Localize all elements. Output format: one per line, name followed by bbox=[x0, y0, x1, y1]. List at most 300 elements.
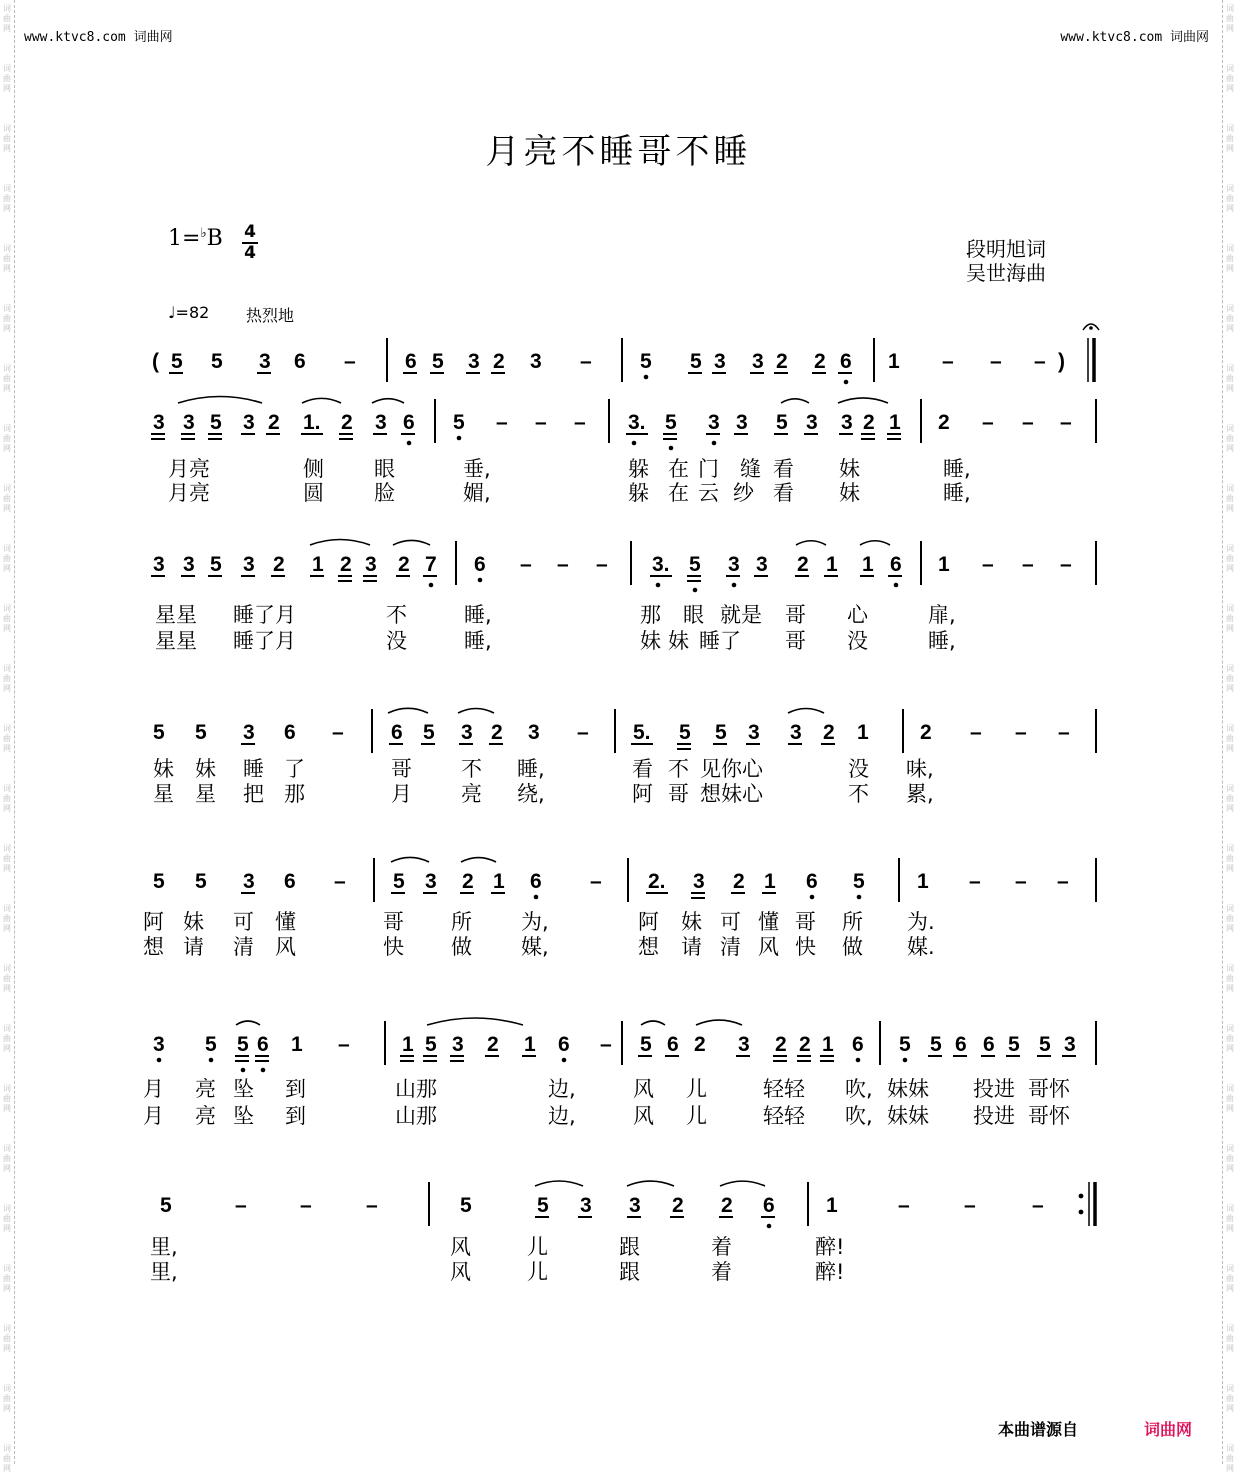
lyric-word: 可 bbox=[720, 910, 741, 934]
note: 2 bbox=[268, 411, 280, 434]
note: 5 bbox=[205, 1033, 217, 1056]
note: 3 bbox=[629, 1194, 641, 1217]
octave-dot bbox=[894, 583, 899, 588]
dash-sustain: – bbox=[332, 721, 344, 744]
watermark-glyph: 词 曲 网 bbox=[3, 4, 11, 33]
note: 1 bbox=[826, 553, 838, 576]
slur bbox=[535, 1181, 583, 1186]
octave-dot bbox=[157, 1058, 162, 1063]
note: 5 bbox=[153, 870, 165, 893]
lyric-word: 看 bbox=[773, 481, 794, 505]
lyric-word: 边, bbox=[548, 1104, 576, 1128]
footer-source-text: 本曲谱源自 bbox=[998, 1420, 1079, 1439]
watermark-glyph: 词 曲 网 bbox=[1226, 424, 1234, 453]
lyric-word: 快 bbox=[795, 935, 816, 959]
lyric-word: 哥 bbox=[785, 603, 806, 627]
note: 2 bbox=[799, 1033, 811, 1056]
note: 6 bbox=[983, 1033, 995, 1056]
note: 5 bbox=[210, 411, 222, 434]
note: 6 bbox=[391, 721, 403, 744]
note: 3 bbox=[468, 350, 480, 373]
note: 6 bbox=[284, 870, 296, 893]
watermark-glyph: 词 曲 网 bbox=[3, 544, 11, 573]
note: 6 bbox=[840, 350, 852, 373]
octave-dot bbox=[478, 578, 483, 583]
slur bbox=[178, 397, 262, 404]
note: 1 bbox=[312, 553, 324, 576]
note: 3 bbox=[790, 721, 802, 744]
dash-sustain: – bbox=[1057, 870, 1069, 893]
lyric-word: 哥 bbox=[391, 757, 412, 781]
watermark-glyph: 词 曲 网 bbox=[1226, 1024, 1234, 1053]
note: 1 bbox=[888, 350, 900, 373]
note: 5 bbox=[930, 1033, 942, 1056]
note: 1 bbox=[524, 1033, 536, 1056]
lyric-word: 里, bbox=[150, 1260, 178, 1284]
note: 3 bbox=[461, 721, 473, 744]
lyric-word: 星 bbox=[153, 782, 174, 806]
lyric-word: 里, bbox=[150, 1235, 178, 1259]
octave-dot bbox=[407, 441, 412, 446]
note: 6 bbox=[530, 870, 542, 893]
note: 3 bbox=[530, 350, 542, 373]
note: 6 bbox=[558, 1033, 570, 1056]
lyric-word: 所 bbox=[842, 910, 863, 934]
note: 3 bbox=[748, 721, 760, 744]
lyric-word: 到 bbox=[285, 1104, 306, 1128]
lyric-word: 那 bbox=[284, 782, 305, 806]
note: 3 bbox=[153, 411, 165, 434]
dash-sustain: – bbox=[964, 1194, 976, 1217]
bracket: ( bbox=[152, 350, 159, 373]
watermark-glyph: 词 曲 网 bbox=[1226, 1204, 1234, 1233]
watermark-glyph: 词 曲 网 bbox=[1226, 484, 1234, 513]
lyric-word: 哥怀 bbox=[1028, 1077, 1070, 1101]
note: 6 bbox=[890, 553, 902, 576]
flat-sign: ♭ bbox=[200, 226, 207, 241]
lyric-word: 亮 bbox=[195, 1104, 216, 1128]
repeat-dot bbox=[1079, 1210, 1084, 1215]
note: 5 bbox=[537, 1194, 549, 1217]
lyric-word: 睡, bbox=[517, 757, 545, 781]
lyric-word: 投进 bbox=[973, 1104, 1015, 1128]
lyric-word: 侧 bbox=[303, 457, 324, 481]
note: 3. bbox=[652, 553, 670, 576]
octave-dot bbox=[810, 895, 815, 900]
lyric-word: 风 bbox=[633, 1104, 654, 1128]
lyric-word: 垂, bbox=[463, 457, 491, 481]
note: 3 bbox=[736, 411, 748, 434]
note: 3 bbox=[259, 350, 271, 373]
lyric-word: 为, bbox=[521, 910, 549, 934]
lyric-word: 星 bbox=[195, 782, 216, 806]
note: 2 bbox=[491, 721, 503, 744]
lyric-word: 眼 bbox=[374, 457, 395, 481]
dash-sustain: – bbox=[1022, 553, 1034, 576]
octave-dot bbox=[856, 1058, 861, 1063]
dash-sustain: – bbox=[600, 1033, 612, 1056]
lyric-word: 眼 bbox=[683, 603, 704, 627]
note: 1 bbox=[826, 1194, 838, 1217]
lyric-word: 没 bbox=[848, 757, 869, 781]
note: 1 bbox=[822, 1033, 834, 1056]
lyric-word: 哥 bbox=[383, 910, 404, 934]
lyric-word: 云 bbox=[698, 481, 719, 505]
watermark-glyph: 词 曲 网 bbox=[1226, 844, 1234, 873]
lyric-word: 没 bbox=[847, 629, 868, 653]
note: 3 bbox=[1064, 1033, 1076, 1056]
lyric-word: 风 bbox=[275, 935, 296, 959]
dash-sustain: – bbox=[590, 870, 602, 893]
lyric-word: 看 bbox=[773, 457, 794, 481]
note: 2 bbox=[487, 1033, 499, 1056]
watermark-glyph: 词 曲 网 bbox=[1226, 1324, 1234, 1353]
key-note: B bbox=[206, 226, 223, 251]
note: 5 bbox=[679, 721, 691, 744]
watermark-glyph: 词 曲 网 bbox=[1226, 124, 1234, 153]
note: 6 bbox=[257, 1033, 269, 1056]
lyric-word: 着 bbox=[711, 1260, 732, 1284]
note: 5. bbox=[633, 721, 651, 744]
lyric-word: 风 bbox=[450, 1260, 471, 1284]
note: 2 bbox=[797, 553, 809, 576]
note: 1 bbox=[493, 870, 505, 893]
watermark-glyph: 词 曲 网 bbox=[3, 904, 11, 933]
dash-sustain: – bbox=[1060, 553, 1072, 576]
lyric-word: 睡, bbox=[464, 629, 492, 653]
note: 2 bbox=[733, 870, 745, 893]
octave-dot bbox=[562, 1058, 567, 1063]
note: 5 bbox=[776, 411, 788, 434]
bracket: ) bbox=[1058, 350, 1065, 373]
note: 5 bbox=[153, 721, 165, 744]
lyric-word: 清 bbox=[720, 935, 741, 959]
lyric-word: 清 bbox=[233, 935, 254, 959]
lyric-word: 请 bbox=[681, 935, 702, 959]
lyric-word: 妹 bbox=[640, 629, 661, 653]
note: 3 bbox=[425, 870, 437, 893]
note: 2 bbox=[462, 870, 474, 893]
octave-dot bbox=[644, 375, 649, 380]
slur bbox=[696, 1020, 742, 1025]
lyric-word: 缝 bbox=[740, 457, 761, 481]
dash-sustain: – bbox=[1022, 411, 1034, 434]
note: 2. bbox=[648, 870, 666, 893]
dash-sustain: – bbox=[574, 411, 586, 434]
slur bbox=[372, 399, 404, 403]
watermark-glyph: 词 曲 网 bbox=[1226, 4, 1234, 33]
watermark-glyph: 词 曲 网 bbox=[3, 424, 11, 453]
note: 2 bbox=[814, 350, 826, 373]
lyric-word: 睡了月 bbox=[233, 603, 296, 627]
slur bbox=[458, 709, 494, 714]
lyric-word: 妹 bbox=[668, 629, 689, 653]
dash-sustain: – bbox=[982, 553, 994, 576]
note: 3 bbox=[841, 411, 853, 434]
footer-brand-link[interactable]: 词曲网 bbox=[1144, 1420, 1193, 1439]
octave-dot bbox=[209, 1058, 214, 1063]
watermark-glyph: 词 曲 网 bbox=[3, 1264, 11, 1293]
watermark-glyph: 词 曲 网 bbox=[3, 1144, 11, 1173]
lyric-word: 妹 bbox=[153, 757, 174, 781]
note: 5 bbox=[665, 411, 677, 434]
note: 5 bbox=[690, 350, 702, 373]
slur bbox=[391, 857, 429, 862]
octave-dot bbox=[693, 588, 698, 593]
lyric-word: 到 bbox=[285, 1077, 306, 1101]
note: 3 bbox=[693, 870, 705, 893]
note: 5 bbox=[195, 721, 207, 744]
song-title: 月亮不睡哥不睡 bbox=[485, 132, 752, 172]
note: 3 bbox=[183, 411, 195, 434]
lyric-word: 不 bbox=[461, 757, 482, 781]
watermark-glyph: 词 曲 网 bbox=[3, 1204, 11, 1233]
tempo-marking: ♩=82 bbox=[168, 303, 210, 322]
lyric-word: 吹, bbox=[845, 1104, 873, 1128]
slur bbox=[388, 708, 428, 713]
lyric-word: 懂 bbox=[275, 910, 296, 934]
slur bbox=[461, 858, 496, 862]
lyric-word: 妹妹 bbox=[887, 1077, 929, 1101]
watermark-glyph: 词 曲 网 bbox=[3, 724, 11, 753]
note: 5 bbox=[853, 870, 865, 893]
octave-dot bbox=[457, 436, 462, 441]
note: 2 bbox=[721, 1194, 733, 1217]
note: 5 bbox=[195, 870, 207, 893]
slur bbox=[427, 1018, 523, 1025]
lyric-word: 所 bbox=[451, 910, 472, 934]
slur bbox=[838, 398, 888, 403]
watermark-glyph: 词 曲 网 bbox=[3, 364, 11, 393]
watermark-glyph: 词 曲 网 bbox=[1226, 724, 1234, 753]
lyric-word: 山那 bbox=[395, 1104, 437, 1128]
watermark-glyph: 词 曲 网 bbox=[1226, 1264, 1234, 1293]
note: 1 bbox=[402, 1033, 414, 1056]
slur bbox=[236, 1021, 260, 1025]
watermark-glyph: 词 曲 网 bbox=[3, 64, 11, 93]
dash-sustain: – bbox=[366, 1194, 378, 1217]
octave-dot bbox=[261, 1068, 266, 1073]
note: 5 bbox=[237, 1033, 249, 1056]
note: 3 bbox=[752, 350, 764, 373]
lyric-word: 做 bbox=[451, 935, 472, 959]
lyric-word: 为. bbox=[907, 910, 935, 934]
lyric-word: 妹 bbox=[183, 910, 204, 934]
dash-sustain: – bbox=[1060, 411, 1072, 434]
lyric-word: 月亮 bbox=[168, 457, 210, 481]
note: 3 bbox=[806, 411, 818, 434]
watermark-glyph: 词 曲 网 bbox=[1226, 1084, 1234, 1113]
dash-sustain: – bbox=[1015, 721, 1027, 744]
watermark-glyph: 词 曲 网 bbox=[1226, 64, 1234, 93]
octave-dot bbox=[241, 1068, 246, 1073]
lyric-word: 看 bbox=[632, 757, 653, 781]
lyric-word: 想 bbox=[143, 935, 164, 959]
watermark-glyph: 词 曲 网 bbox=[1226, 304, 1234, 333]
dash-sustain: – bbox=[898, 1194, 910, 1217]
note: 5 bbox=[393, 870, 405, 893]
slur bbox=[796, 541, 826, 545]
watermark-glyph: 词 曲 网 bbox=[1226, 904, 1234, 933]
lyric-word: 儿 bbox=[527, 1260, 548, 1284]
lyric-word: 把 bbox=[243, 782, 264, 806]
note: 1 bbox=[764, 870, 776, 893]
lyric-word: 媒. bbox=[907, 935, 935, 959]
note: 6 bbox=[474, 553, 486, 576]
site-header-right[interactable]: www.ktvc8.com 词曲网 bbox=[1060, 30, 1209, 45]
octave-dot bbox=[656, 583, 661, 588]
note: 5 bbox=[1008, 1033, 1020, 1056]
watermark-glyph: 词 曲 网 bbox=[3, 184, 11, 213]
dash-sustain: – bbox=[235, 1194, 247, 1217]
lyric-word: 醉! bbox=[815, 1235, 845, 1259]
watermark-glyph: 词 曲 网 bbox=[1226, 1444, 1234, 1473]
watermark-glyph: 词 曲 网 bbox=[1226, 544, 1234, 573]
repeat-dot bbox=[1079, 1194, 1084, 1199]
lyric-word: 快 bbox=[383, 935, 404, 959]
note: 2 bbox=[775, 1033, 787, 1056]
dash-sustain: – bbox=[535, 411, 547, 434]
note: 2 bbox=[694, 1033, 706, 1056]
lyric-word: 做 bbox=[842, 935, 863, 959]
watermark-glyph: 词 曲 网 bbox=[3, 784, 11, 813]
lyric-word: 月亮 bbox=[168, 481, 210, 505]
octave-dot bbox=[429, 583, 434, 588]
slur bbox=[310, 540, 370, 546]
lyric-word: 风 bbox=[758, 935, 779, 959]
lyric-word: 不 bbox=[848, 782, 869, 806]
lyric-word: 投进 bbox=[973, 1077, 1015, 1101]
note: 2 bbox=[776, 350, 788, 373]
note: 2 bbox=[340, 553, 352, 576]
note: 3 bbox=[243, 870, 255, 893]
note: 2 bbox=[398, 553, 410, 576]
lyric-word: 妹 bbox=[681, 910, 702, 934]
note: 6 bbox=[806, 870, 818, 893]
dash-sustain: – bbox=[969, 870, 981, 893]
lyric-word: 睡 bbox=[243, 757, 264, 781]
lyric-word: 见你心 bbox=[700, 757, 763, 781]
slur bbox=[788, 709, 824, 714]
note: 3 bbox=[528, 721, 540, 744]
lyric-word: 亮 bbox=[461, 782, 482, 806]
note: 6 bbox=[667, 1033, 679, 1056]
lyric-word: 想 bbox=[638, 935, 659, 959]
watermark-glyph: 词 曲 网 bbox=[3, 1384, 11, 1413]
lyric-word: 亮 bbox=[195, 1077, 216, 1101]
dash-sustain: – bbox=[580, 350, 592, 373]
watermark-glyph: 词 曲 网 bbox=[3, 484, 11, 513]
lyric-word: 着 bbox=[711, 1235, 732, 1259]
watermark-glyph: 词 曲 网 bbox=[3, 1324, 11, 1353]
watermark-glyph: 词 曲 网 bbox=[1226, 604, 1234, 633]
lyric-word: 阿 bbox=[143, 910, 164, 934]
note: 5 bbox=[211, 350, 223, 373]
note: 3 bbox=[708, 411, 720, 434]
lyric-word: 醉! bbox=[815, 1260, 845, 1284]
note: 3 bbox=[365, 553, 377, 576]
watermark-glyph: 词 曲 网 bbox=[3, 244, 11, 273]
lyric-word: 儿 bbox=[686, 1077, 707, 1101]
note: 6 bbox=[403, 411, 415, 434]
watermark-glyph: 词 曲 网 bbox=[3, 304, 11, 333]
note: 5 bbox=[423, 721, 435, 744]
lyric-word: 妹 bbox=[195, 757, 216, 781]
note: 2 bbox=[493, 350, 505, 373]
note: 3 bbox=[452, 1033, 464, 1056]
lyric-word: 了 bbox=[284, 757, 305, 781]
lyric-word: 哥 bbox=[785, 629, 806, 653]
note: 5 bbox=[160, 1194, 172, 1217]
site-header-left[interactable]: www.ktvc8.com 词曲网 bbox=[24, 30, 173, 45]
lyric-word: 哥怀 bbox=[1028, 1104, 1070, 1128]
note: 3 bbox=[580, 1194, 592, 1217]
watermark-glyph: 词 曲 网 bbox=[3, 124, 11, 153]
lyric-word: 可 bbox=[233, 910, 254, 934]
slur bbox=[302, 398, 341, 403]
slur bbox=[860, 541, 890, 545]
composer-credit: 吴世海曲 bbox=[966, 261, 1046, 285]
lyric-word: 媚, bbox=[463, 481, 491, 505]
octave-dot bbox=[712, 441, 717, 446]
lyric-word: 纱 bbox=[733, 481, 754, 505]
watermark-glyph: 词 曲 网 bbox=[3, 964, 11, 993]
slur bbox=[641, 1021, 665, 1025]
time-signature-bottom: 4 bbox=[244, 243, 256, 263]
lyric-word: 不 bbox=[386, 603, 407, 627]
lyric-word: 脸 bbox=[374, 481, 395, 505]
dash-sustain: – bbox=[1032, 1194, 1044, 1217]
note: 1 bbox=[862, 553, 874, 576]
watermark-glyph: 词 曲 网 bbox=[3, 1024, 11, 1053]
note: 2 bbox=[863, 411, 875, 434]
octave-dot bbox=[732, 583, 737, 588]
note: 5 bbox=[1039, 1033, 1051, 1056]
lyric-word: 星星 bbox=[155, 629, 197, 653]
time-signature-top: 4 bbox=[244, 222, 256, 242]
lyric-word: 不 bbox=[668, 757, 689, 781]
note: 3 bbox=[728, 553, 740, 576]
lyric-word: 妹 bbox=[839, 481, 860, 505]
note: 3. bbox=[628, 411, 646, 434]
note: 5 bbox=[689, 553, 701, 576]
lyric-word: 月 bbox=[143, 1077, 164, 1101]
lyric-word: 山那 bbox=[395, 1077, 437, 1101]
watermark-glyph: 词 曲 网 bbox=[3, 604, 11, 633]
dash-sustain: – bbox=[300, 1194, 312, 1217]
note: 1 bbox=[889, 411, 901, 434]
lyric-word: 躲 bbox=[628, 481, 649, 505]
note: 1. bbox=[303, 411, 321, 434]
lyric-word: 儿 bbox=[527, 1235, 548, 1259]
fermata-dot bbox=[1089, 326, 1093, 330]
watermark-glyph: 词 曲 网 bbox=[1226, 1384, 1234, 1413]
dash-sustain: – bbox=[970, 721, 982, 744]
octave-dot bbox=[844, 380, 849, 385]
note: 2 bbox=[938, 411, 950, 434]
lyric-word: 在 bbox=[668, 481, 689, 505]
lyric-word: 在 bbox=[668, 457, 689, 481]
note: 2 bbox=[672, 1194, 684, 1217]
note: 5 bbox=[453, 411, 465, 434]
lyric-word: 绕, bbox=[517, 782, 545, 806]
note: 3 bbox=[375, 411, 387, 434]
lyric-word: 圆 bbox=[303, 481, 324, 505]
note: 6 bbox=[955, 1033, 967, 1056]
note: 5 bbox=[210, 553, 222, 576]
note: 3 bbox=[714, 350, 726, 373]
lyricist-credit: 段明旭词 bbox=[966, 237, 1046, 261]
